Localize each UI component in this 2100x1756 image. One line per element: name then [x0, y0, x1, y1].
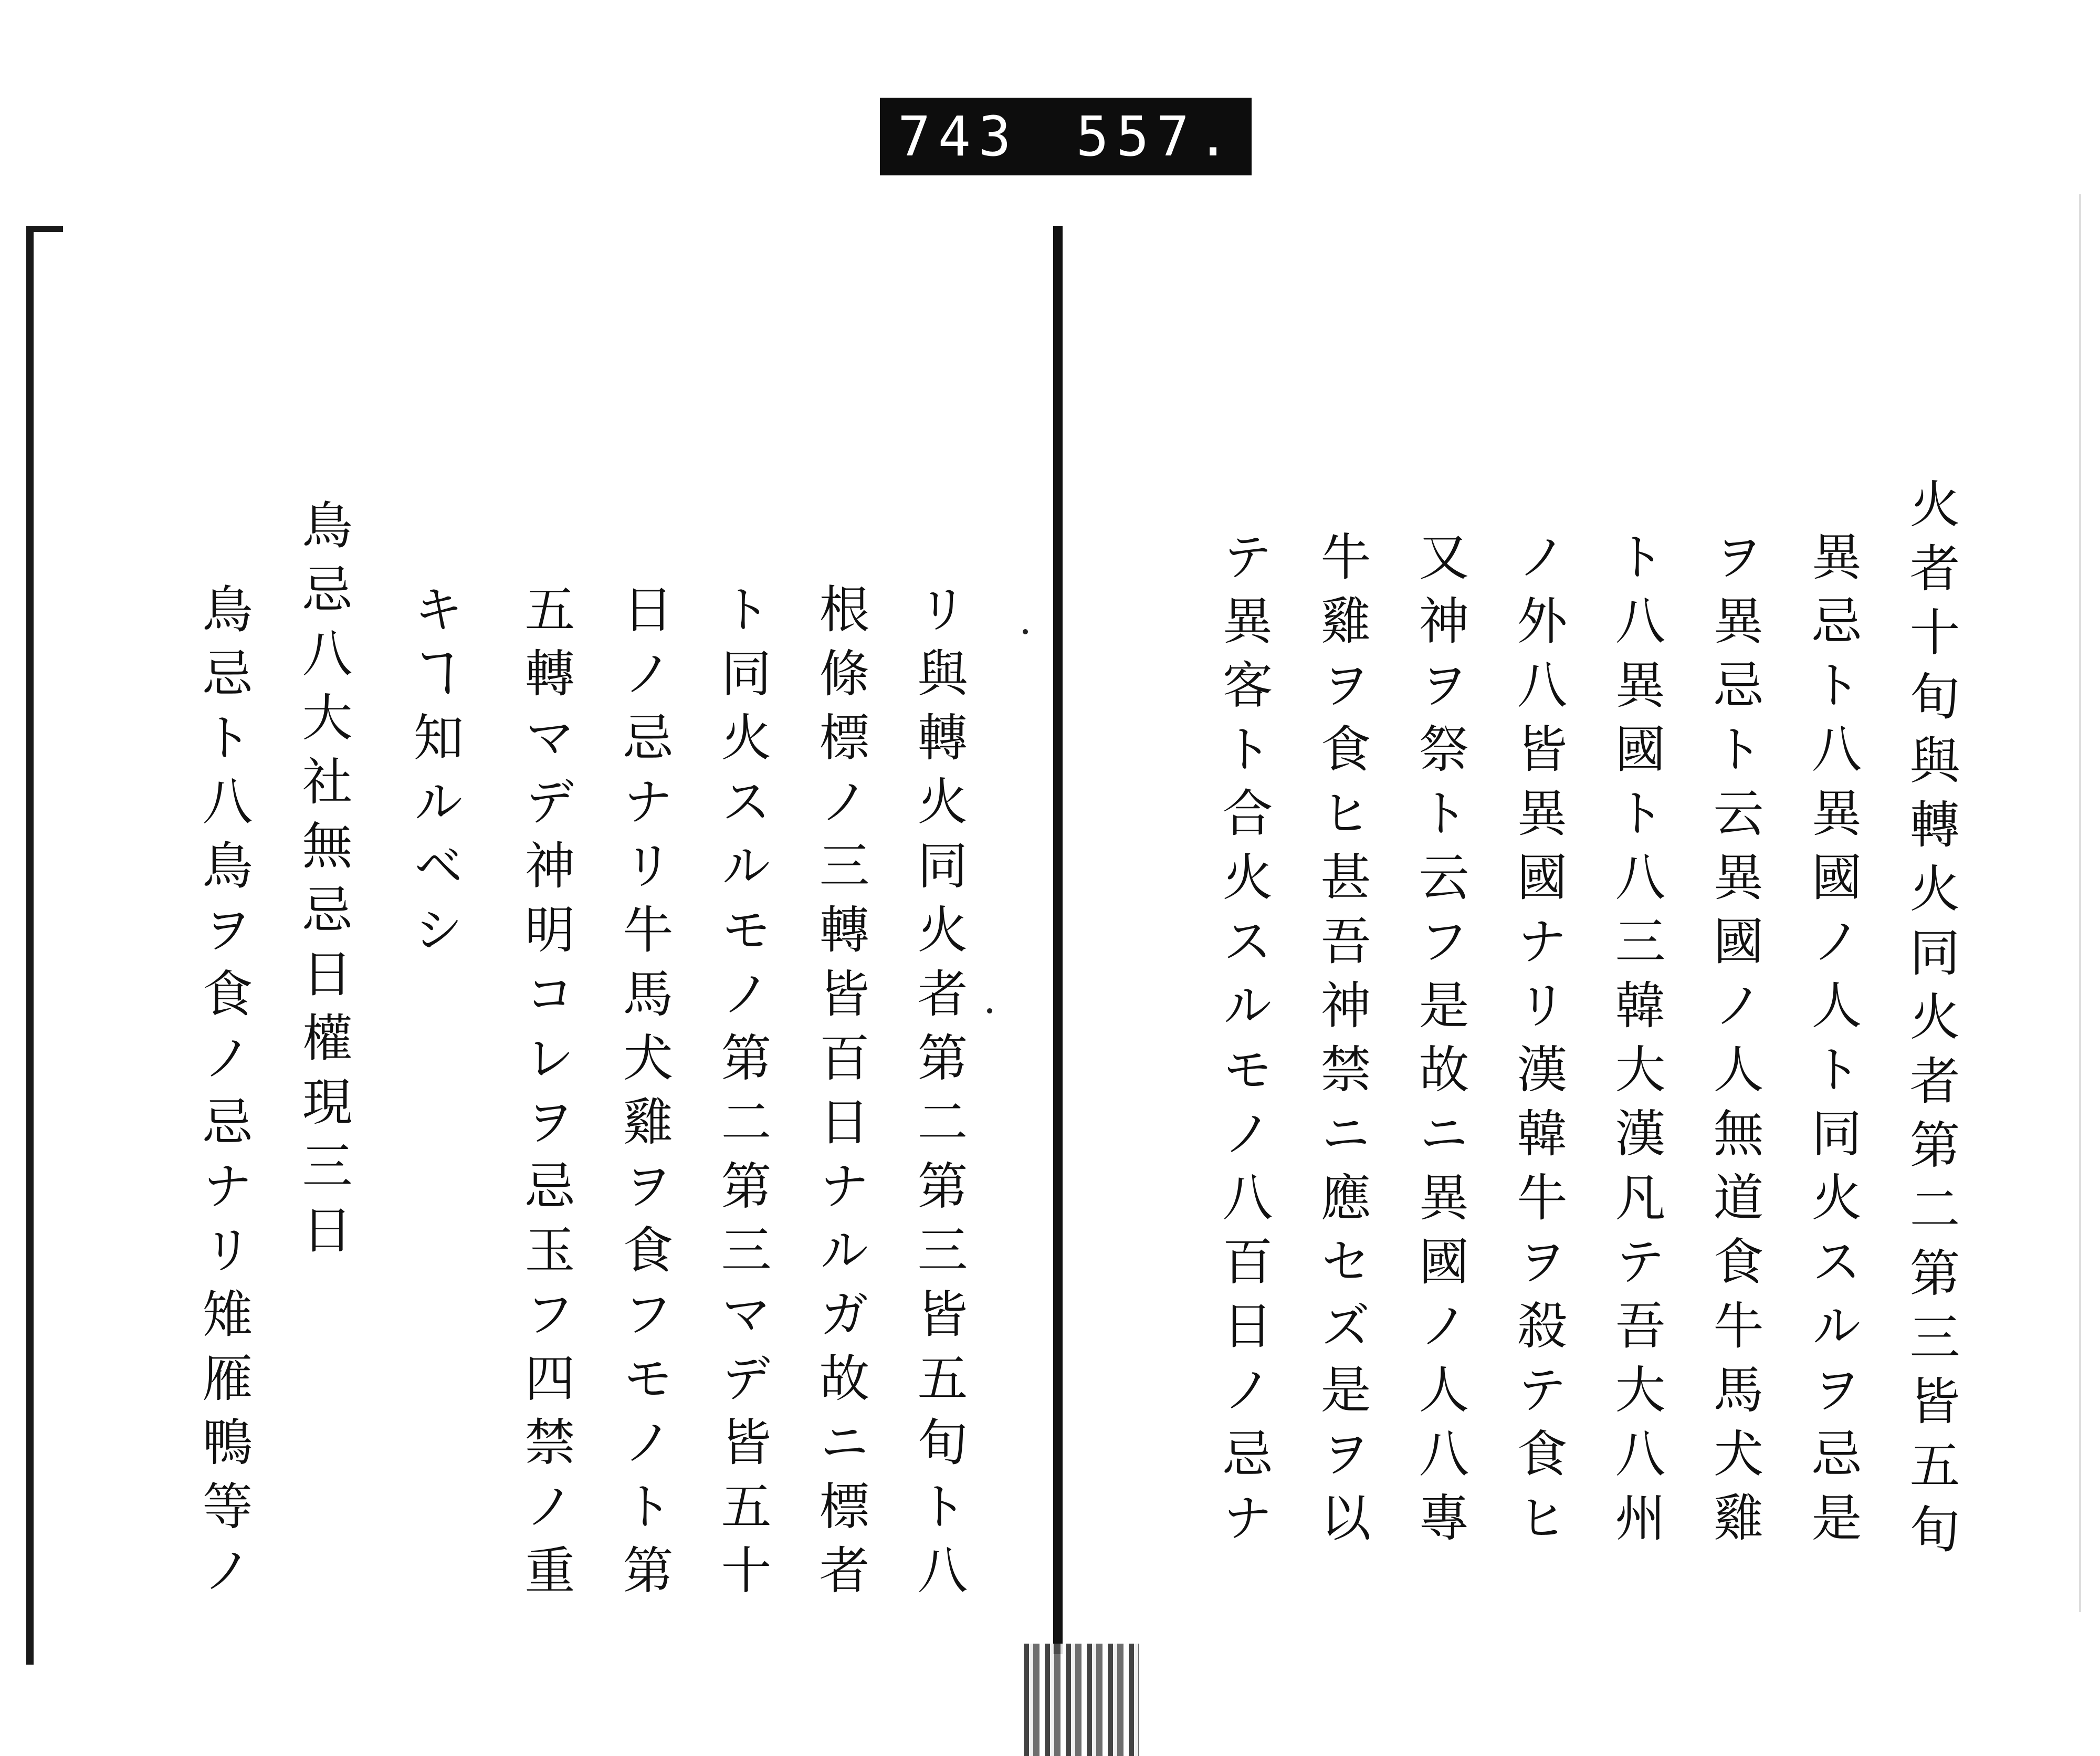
text-column: ト八異國ト八三韓大漢凡テ吾大八州	[1607, 530, 1666, 1555]
text-column: テ異客ト合火スルモノ八百日ノ忌ナ	[1214, 530, 1273, 1555]
text-column: ト同火スルモノ第二第三マデ皆五十	[713, 583, 772, 1608]
left-page-edge	[26, 226, 34, 1665]
text-column: 異忌ト八異國ノ人ト同火スルヲ忌是	[1803, 530, 1862, 1555]
book-spine	[1053, 226, 1063, 1654]
right-page-edge	[2048, 194, 2100, 1612]
frame-number-right: 557.	[1076, 104, 1237, 169]
frame-number-left: 743	[898, 104, 1018, 169]
text-column: ヲ異忌ト云異國ノ人無道食牛馬犬雞	[1705, 530, 1764, 1555]
speck-mark	[987, 1008, 992, 1013]
text-column: ノ外八皆異國ナリ漢韓牛ヲ殺テ食ヒ	[1509, 530, 1568, 1555]
spine-foot	[1024, 1644, 1139, 1756]
text-column: リ與轉火同火者第二第三皆五旬ト八	[909, 583, 968, 1608]
text-column: 鳥忌八大社無忌日權現三日	[294, 499, 353, 1268]
speck-mark	[1023, 629, 1028, 634]
text-column: 牛雞ヲ食ヒ甚吾神禁ニ應セズ是ヲ以	[1312, 530, 1371, 1555]
text-column: 日ノ忌ナリ牛馬犬雞ヲ食フモノト第	[615, 583, 674, 1608]
text-column: 根條標ノ三轉皆百日ナルガ故ニ標者	[811, 583, 870, 1608]
frame-number-label	[880, 98, 1252, 175]
text-column: 又神ヲ祭ト云フ是故ニ異國ノ人八專	[1411, 530, 1469, 1555]
left-page-corner	[26, 226, 63, 232]
text-column: 鳥忌ト八鳥ヲ食ノ忌ナリ雉雁鴨等ノ	[194, 583, 253, 1608]
text-column: キヿ知ルベシ	[405, 583, 464, 967]
text-column: 火者十旬與轉火同火者第二第三皆五旬	[1902, 478, 1960, 1567]
text-column: 五轉マデ神明コレヲ忌玉フ四禁ノ重	[517, 583, 575, 1608]
